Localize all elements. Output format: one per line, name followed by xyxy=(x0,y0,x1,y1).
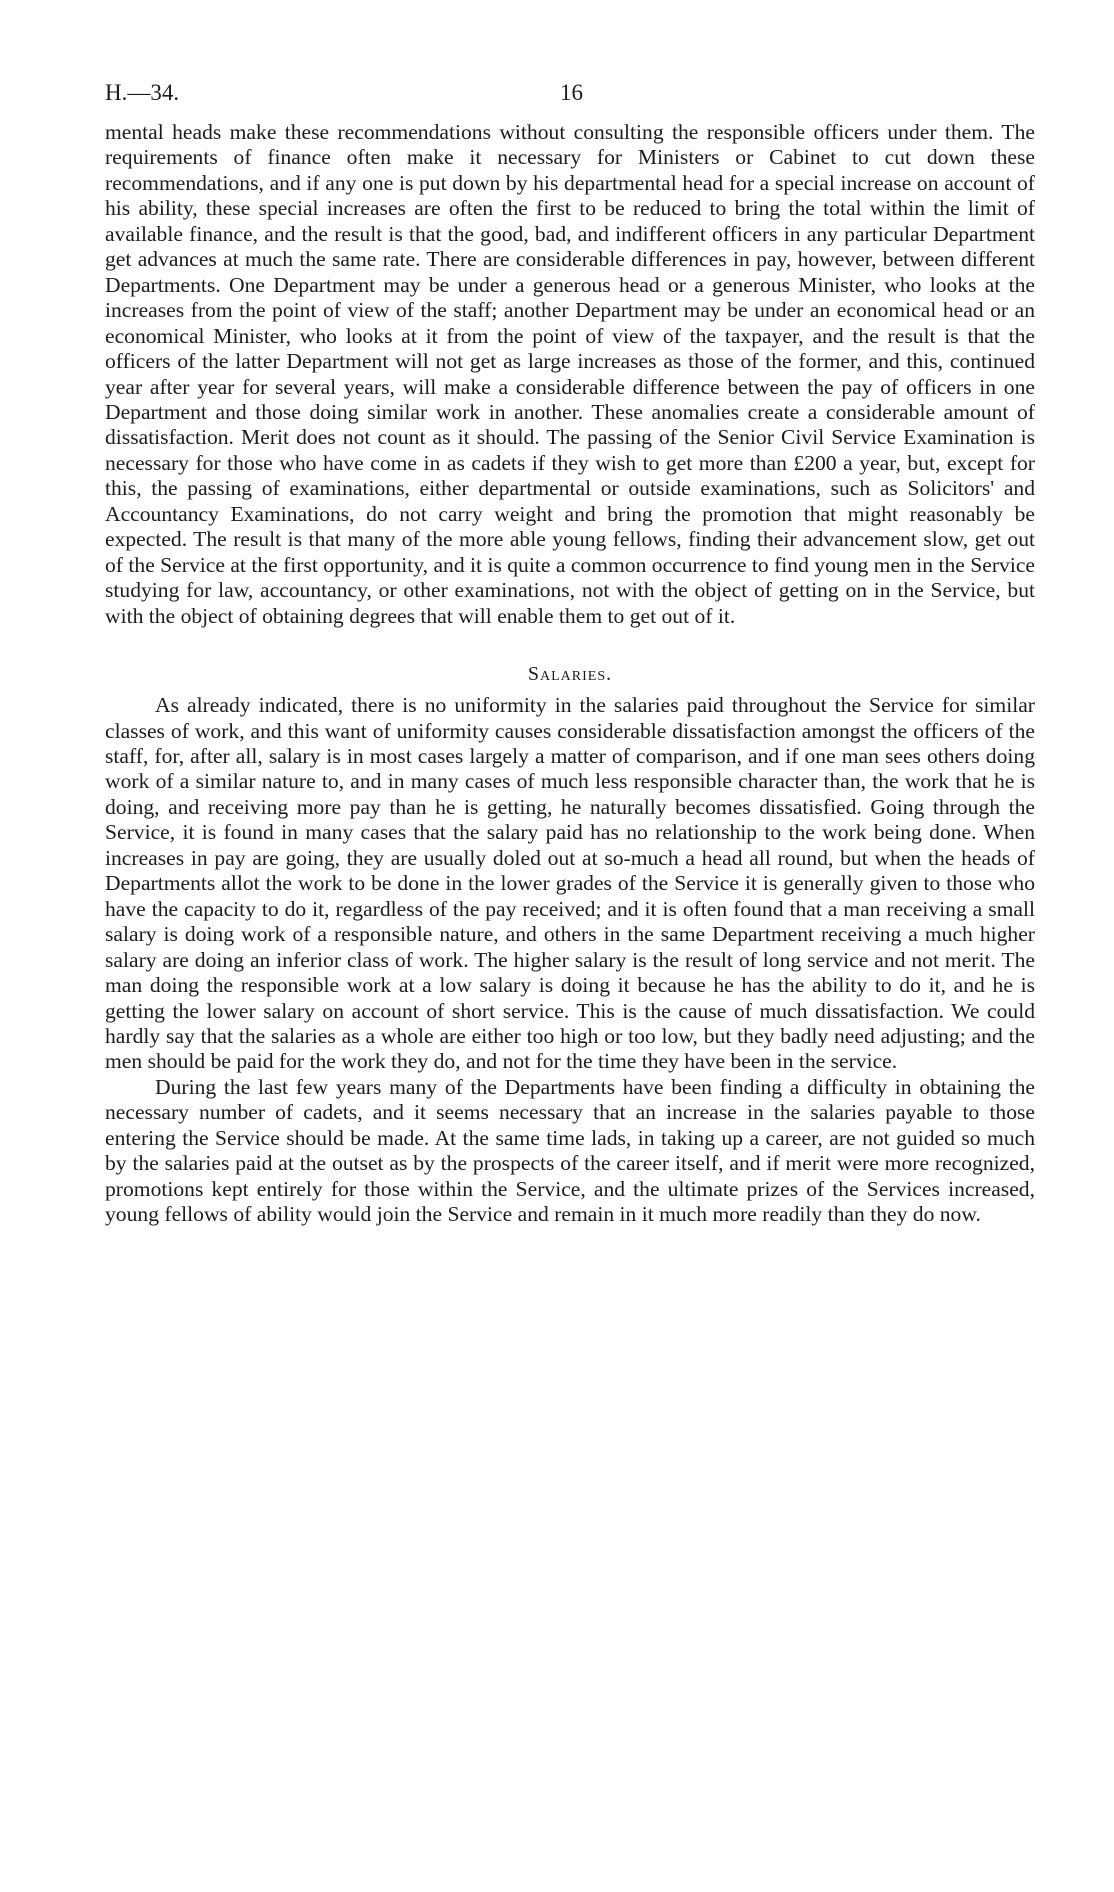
paragraph-continued: mental heads make these recommendations without consulting the responsible officers under them. The requirements of finance often make it necessary for Ministers or Cabinet to cut down these recommendations, and if any one is put down by his departmental head for a special increase on account of his ability, these special increases are often the first to be reduced to bring the total within the limit of available finance, and the result is that the good, bad, and indifferent officers in any particular Department get advances at much the same rate. There are considerable differences in pay, however, between different Departments. One Department may be under a generous head or a generous Minister, who looks at the increases from the point of view of the staff; another Department may be under an economical head or an economical Minister, who looks at it from the point of view of the taxpayer, and the result is that the officers of the latter Department will not get as large increases as those of the former, and this, continued year after year for several years, will make a considerable difference between the pay of officers in one Department and those doing similar work in another. These anomalies create a considerable amount of dissatisfaction. Merit does not count as it should. The passing of the Senior Civil Service Examination is necessary for those who have come in as cadets if they wish to get more than £200 a year, but, except for this, the passing of examinations, either departmental or outside examinations, such as Solicitors' and Accountancy Examinations, do not carry weight and bring the promotion that might reasonably be expected. The result is that many of the more able young fellows, finding their advancement slow, get out of the Service at the first opportunity, and it is quite a common occurrence to find young men in the Service studying for law, accountancy, or other examinations, not with the object of getting on in the Service, but with the object of obtaining degrees that will enable them to get out of it. xyxy=(105,120,1035,628)
page-number: 16 xyxy=(560,80,583,105)
paragraph-salaries-1: As already indicated, there is no uniformity in the salaries paid throughout the Service for similar classes of work, and this want of uniformity causes considerable dissatisfaction amongst the officers of the staff, for, after all, salary is in most cases largely a matter of comparison, and if one man sees others doing work of a similar nature to, and in many cases of much less responsible character than, the work that he is doing, and receiving more pay than he is getting, he naturally becomes dissatisfied. Going through the Service, it is found in many cases that the salary paid has no relationship to the work being done. When increases in pay are going, they are usually doled out at so-much a head all round, but when the heads of Departments allot the work to be done in the lower grades of the Service it is generally given to those who have the capacity to do it, regardless of the pay received; and it is often found that a man receiving a small salary is doing work of a responsible nature, and others in the same Department receiving a much higher salary are doing an inferior class of work. The higher salary is the result of long service and not merit. The man doing the responsible work at a low salary is doing it because he has the ability to do it, and he is getting the lower salary on account of short service. This is the cause of much dissatisfaction. We could hardly say that the salaries as a whole are either too high or too low, but they badly need adjusting; and the men should be paid for the work they do, and not for the time they have been in the service. xyxy=(105,693,1035,1074)
paragraph-salaries-2: During the last few years many of the Departments have been finding a difficulty in obtaining the necessary number of cadets, and it seems necessary that an increase in the salaries payable to those entering the Service should be made. At the same time lads, in taking up a career, are not guided so much by the salaries paid at the outset as by the prospects of the career itself, and if merit were more recognized, promotions kept entirely for those within the Service, and the ultimate prizes of the Services increased, young fellows of ability would join the Service and remain in it much more readily than they do now. xyxy=(105,1074,1035,1227)
section-heading: Salaries. xyxy=(527,663,613,686)
document-reference: H.—34. xyxy=(105,80,180,105)
document-page xyxy=(105,80,1035,1228)
page-header xyxy=(105,80,1035,120)
